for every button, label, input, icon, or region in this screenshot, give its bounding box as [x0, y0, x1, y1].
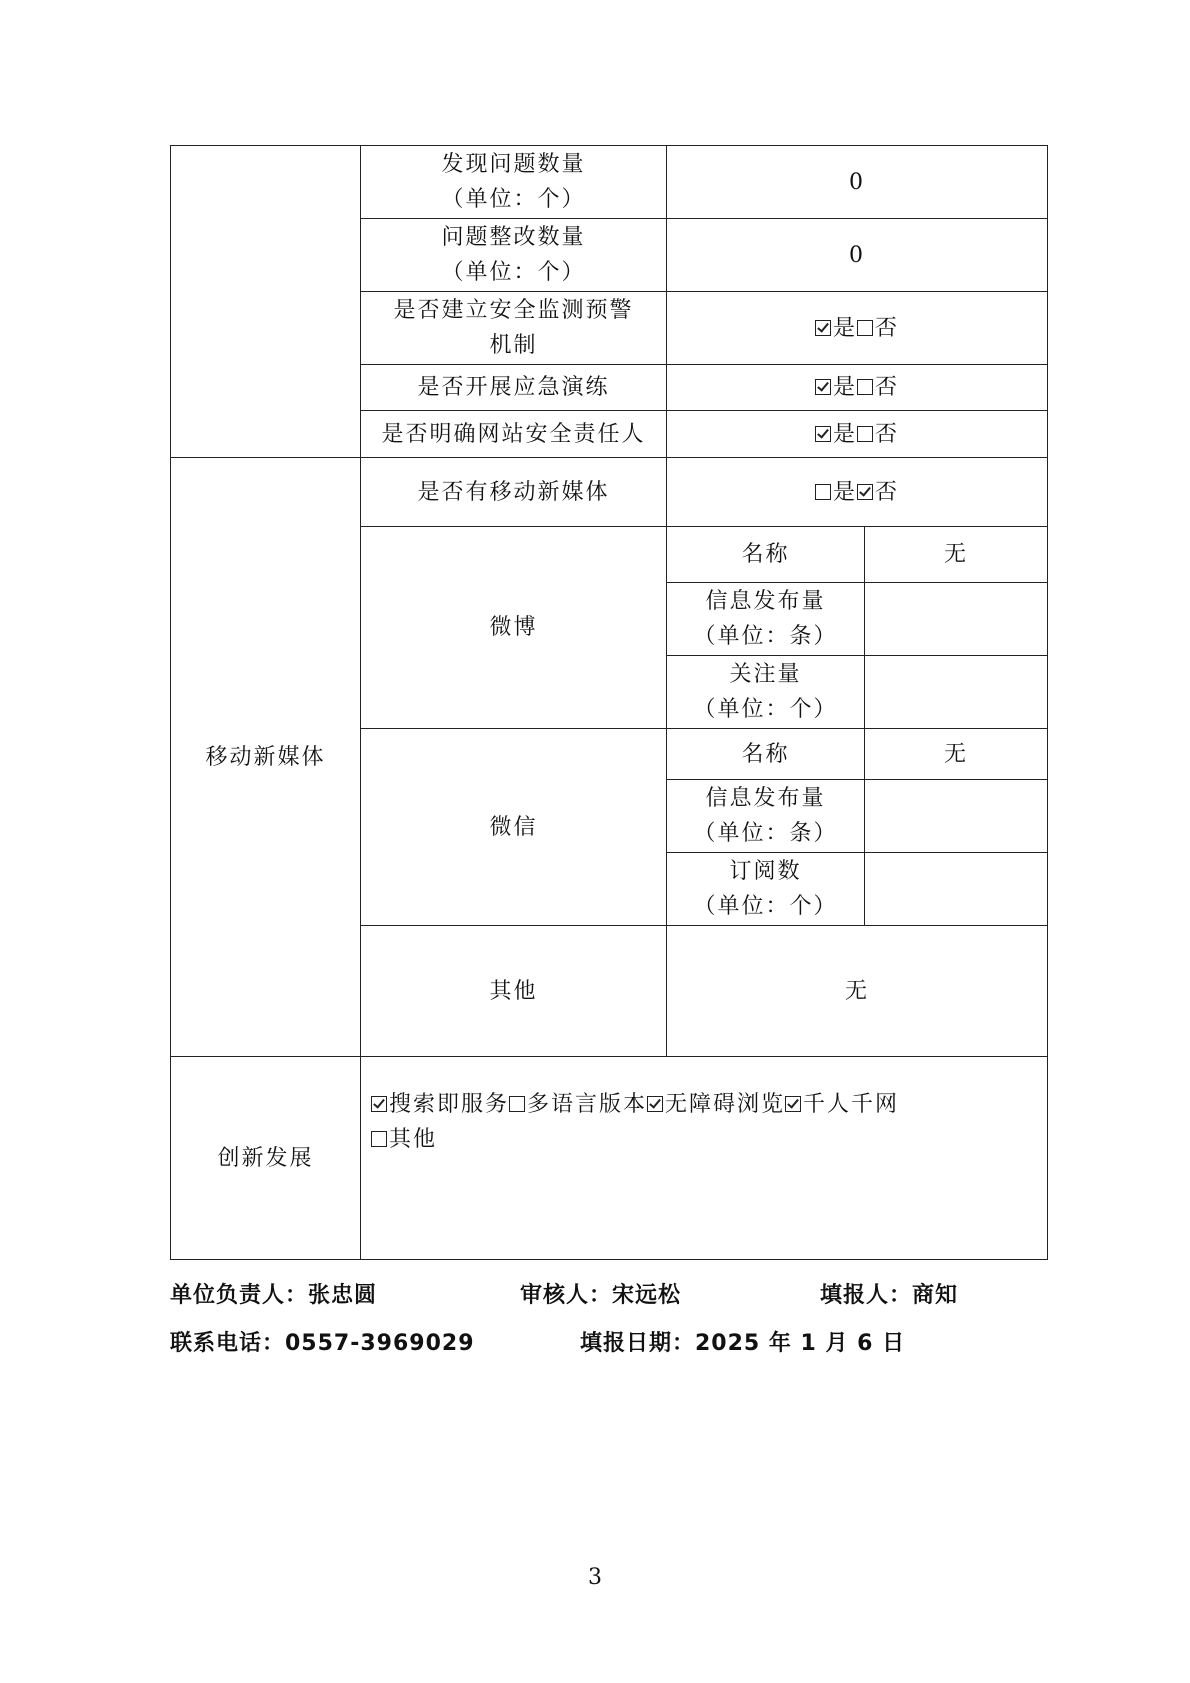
checkbox-icon[interactable]: [857, 484, 873, 500]
table-row: [171, 1057, 1048, 1260]
other-media-value: 无: [667, 926, 1048, 1057]
security-section-label-cell: [171, 146, 361, 458]
issues-found-value: 0: [667, 146, 1048, 219]
checkbox-icon[interactable]: [857, 320, 873, 336]
security-owner-label: 是否明确网站安全责任人: [361, 411, 667, 458]
weibo-name-value: 无: [865, 527, 1048, 583]
issues-found-label: 发现问题数量 （单位：个）: [361, 146, 667, 219]
checkbox-icon[interactable]: [371, 1096, 387, 1112]
innovation-options: [361, 1057, 1048, 1260]
weibo-label: 微博: [361, 527, 667, 729]
no-option[interactable]: 否: [857, 316, 899, 341]
checkbox-icon[interactable]: [371, 1131, 387, 1147]
other-innovation-option[interactable]: 其他: [371, 1127, 437, 1152]
weibo-followers-value: [865, 656, 1048, 729]
checkbox-icon[interactable]: [857, 426, 873, 442]
has-mobile-media-choice: [667, 458, 1048, 527]
page-number: 3: [588, 1565, 602, 1590]
wechat-name-label: 名称: [667, 729, 865, 780]
footer-signatures: [170, 1278, 958, 1309]
filler: 填报人：商知: [820, 1283, 959, 1308]
report-table: [170, 145, 1048, 1260]
emergency-drill-label: 是否开展应急演练: [361, 365, 667, 411]
weibo-followers-label: 关注量 （单位：个）: [667, 656, 865, 729]
reviewer: 审核人：宋远松: [520, 1283, 682, 1308]
issues-fixed-value: 0: [667, 219, 1048, 292]
checkbox-icon[interactable]: [815, 426, 831, 442]
table-row: [171, 146, 1048, 219]
weibo-posts-label: 信息发布量 （单位：条）: [667, 583, 865, 656]
weibo-posts-value: [865, 583, 1048, 656]
yes-option[interactable]: 是: [815, 480, 857, 505]
issues-fixed-label: 问题整改数量 （单位：个）: [361, 219, 667, 292]
personalized-option[interactable]: 千人千网: [785, 1092, 899, 1117]
no-option[interactable]: 否: [857, 375, 899, 400]
no-option[interactable]: 否: [857, 422, 899, 447]
wechat-posts-value: [865, 780, 1048, 853]
has-mobile-media-label: 是否有移动新媒体: [361, 458, 667, 527]
yes-option[interactable]: 是: [815, 316, 857, 341]
monitoring-mechanism-label: 是否建立安全监测预警 机制: [361, 292, 667, 365]
checkbox-icon[interactable]: [509, 1096, 525, 1112]
other-media-label: 其他: [361, 926, 667, 1057]
checkbox-icon[interactable]: [815, 484, 831, 500]
multilingual-option[interactable]: 多语言版本: [509, 1092, 647, 1117]
wechat-subscribers-value: [865, 853, 1048, 926]
contact-phone: 联系电话：0557-3969029: [170, 1331, 475, 1356]
security-owner-choice: [667, 411, 1048, 458]
wechat-label: 微信: [361, 729, 667, 926]
fill-date: 填报日期：2025 年 1 月 6 日: [580, 1331, 906, 1356]
checkbox-icon[interactable]: [815, 379, 831, 395]
checkbox-icon[interactable]: [857, 379, 873, 395]
innovation-section-label: 创新发展: [171, 1057, 361, 1260]
checkbox-icon[interactable]: [815, 320, 831, 336]
emergency-drill-choice: [667, 365, 1048, 411]
monitoring-mechanism-choice: [667, 292, 1048, 365]
mobile-media-section-label: 移动新媒体: [171, 458, 361, 1057]
no-option[interactable]: 否: [857, 480, 899, 505]
wechat-posts-label: 信息发布量 （单位：条）: [667, 780, 865, 853]
yes-option[interactable]: 是: [815, 422, 857, 447]
table-row: [171, 458, 1048, 527]
checkbox-icon[interactable]: [647, 1096, 663, 1112]
checkbox-icon[interactable]: [785, 1096, 801, 1112]
footer-contact: [170, 1326, 905, 1357]
yes-option[interactable]: 是: [815, 375, 857, 400]
accessibility-option[interactable]: 无障碍浏览: [647, 1092, 785, 1117]
unit-head: 单位负责人：张忠圆: [170, 1283, 378, 1308]
search-as-service-option[interactable]: 搜索即服务: [371, 1092, 509, 1117]
weibo-name-label: 名称: [667, 527, 865, 583]
wechat-subscribers-label: 订阅数 （单位：个）: [667, 853, 865, 926]
wechat-name-value: 无: [865, 729, 1048, 780]
